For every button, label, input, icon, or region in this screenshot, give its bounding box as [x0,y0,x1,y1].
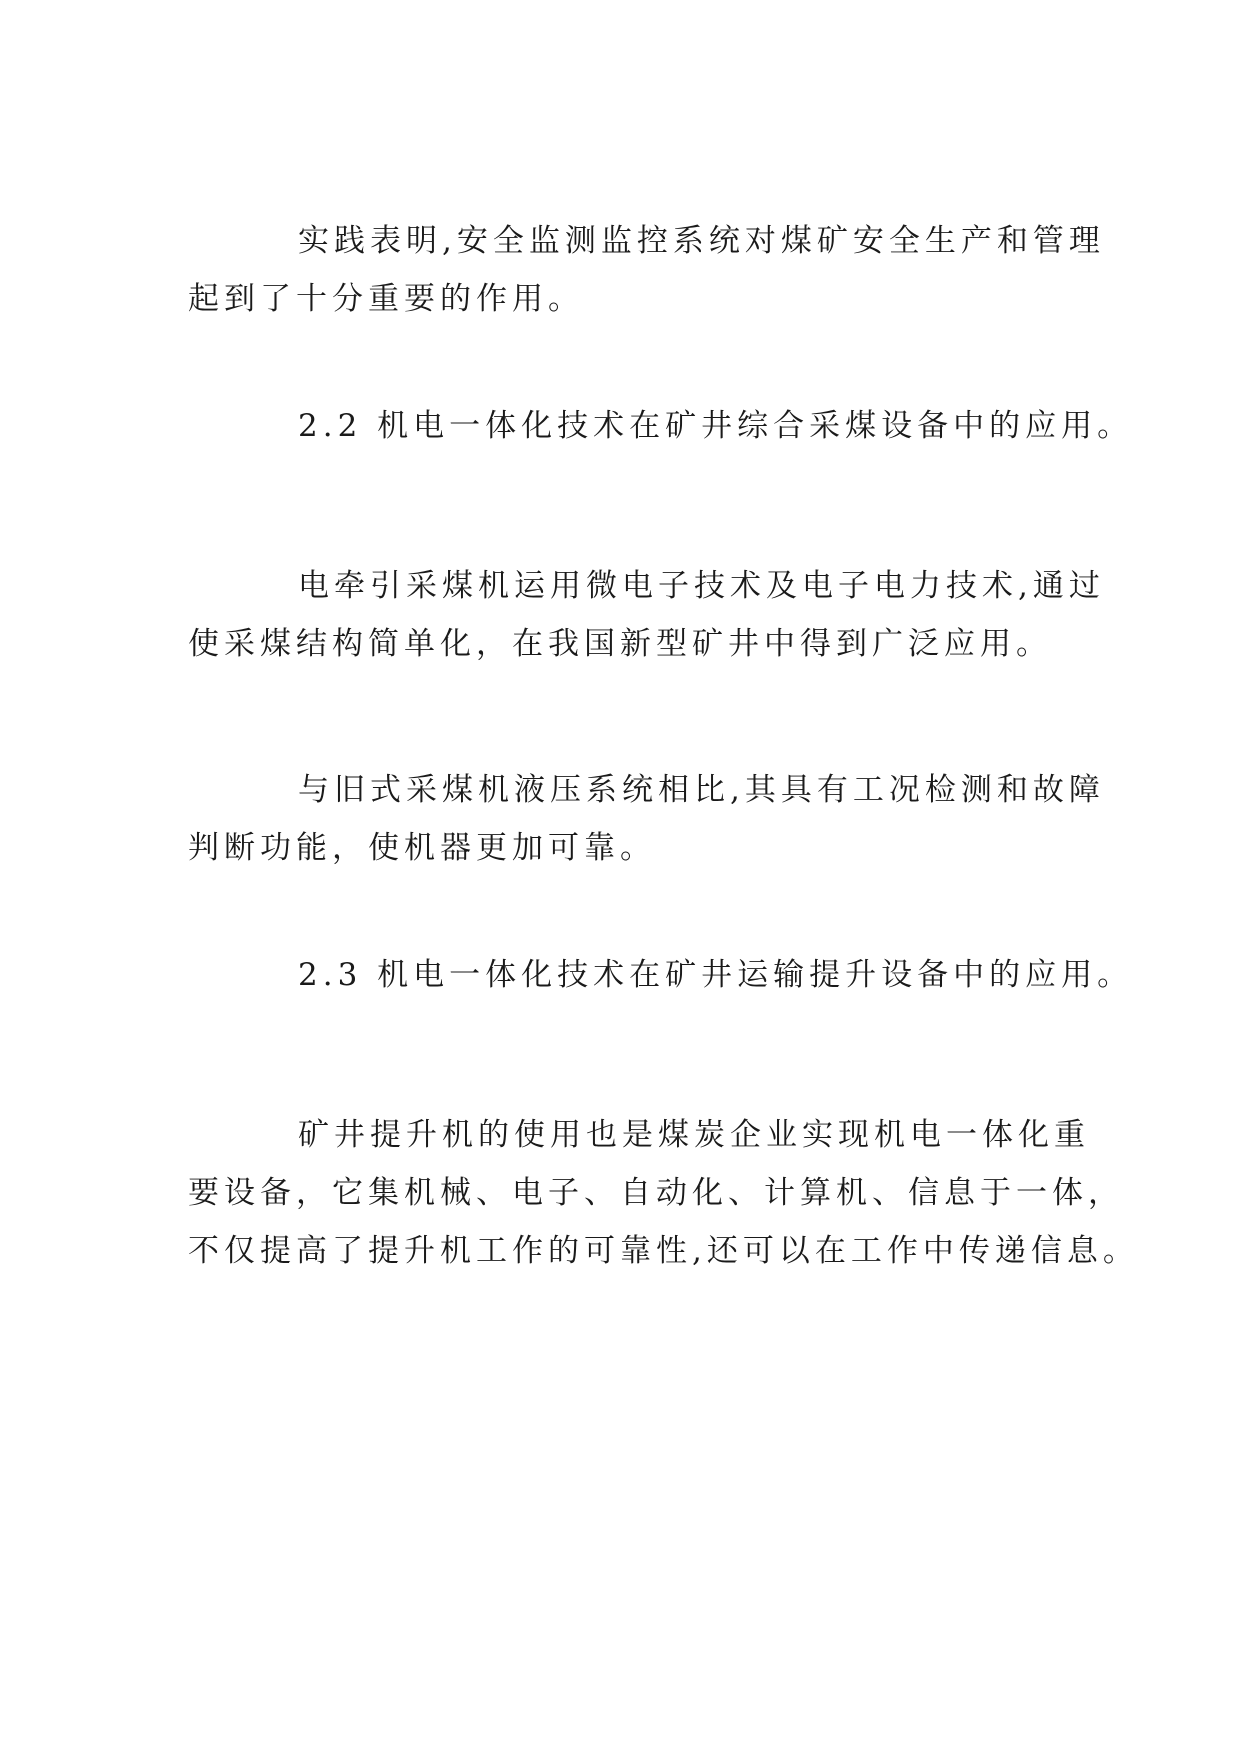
section-heading-2-3 [188,946,1134,1004]
paragraph-line: 实践表明,安全监测监控系统对煤矿安全生产和管理 [298,223,1105,259]
paragraph-line: 起到了十分重要的作用。 [188,281,584,317]
paragraph-hydraulic-comparison [188,761,1105,877]
section-heading-2-2 [188,397,1134,455]
paragraph-line: 判断功能，使机器更加可靠。 [188,830,656,866]
section-heading-line: 2.3 机电一体化技术在矿井运输提升设备中的应用。 [298,957,1134,993]
paragraph-mine-hoist [188,1106,1139,1280]
paragraph-line: 电牵引采煤机运用微电子技术及电子电力技术,通过 [298,568,1105,604]
section-heading-line: 2.2 机电一体化技术在矿井综合采煤设备中的应用。 [298,408,1134,444]
paragraph-line: 矿井提升机的使用也是煤炭企业实现机电一体化重 [298,1117,1090,1153]
paragraph-safety-monitoring [188,212,1105,328]
paragraph-electric-haulage-shearer [188,557,1105,673]
paragraph-line: 与旧式采煤机液压系统相比,其具有工况检测和故障 [298,772,1105,808]
paragraph-line: 不仅提高了提升机工作的可靠性,还可以在工作中传递信息。 [188,1233,1139,1269]
paragraph-line: 使采煤结构简单化，在我国新型矿井中得到广泛应用。 [188,626,1052,662]
paragraph-line: 要设备，它集机械、电子、自动化、计算机、信息于一体， [188,1175,1124,1211]
